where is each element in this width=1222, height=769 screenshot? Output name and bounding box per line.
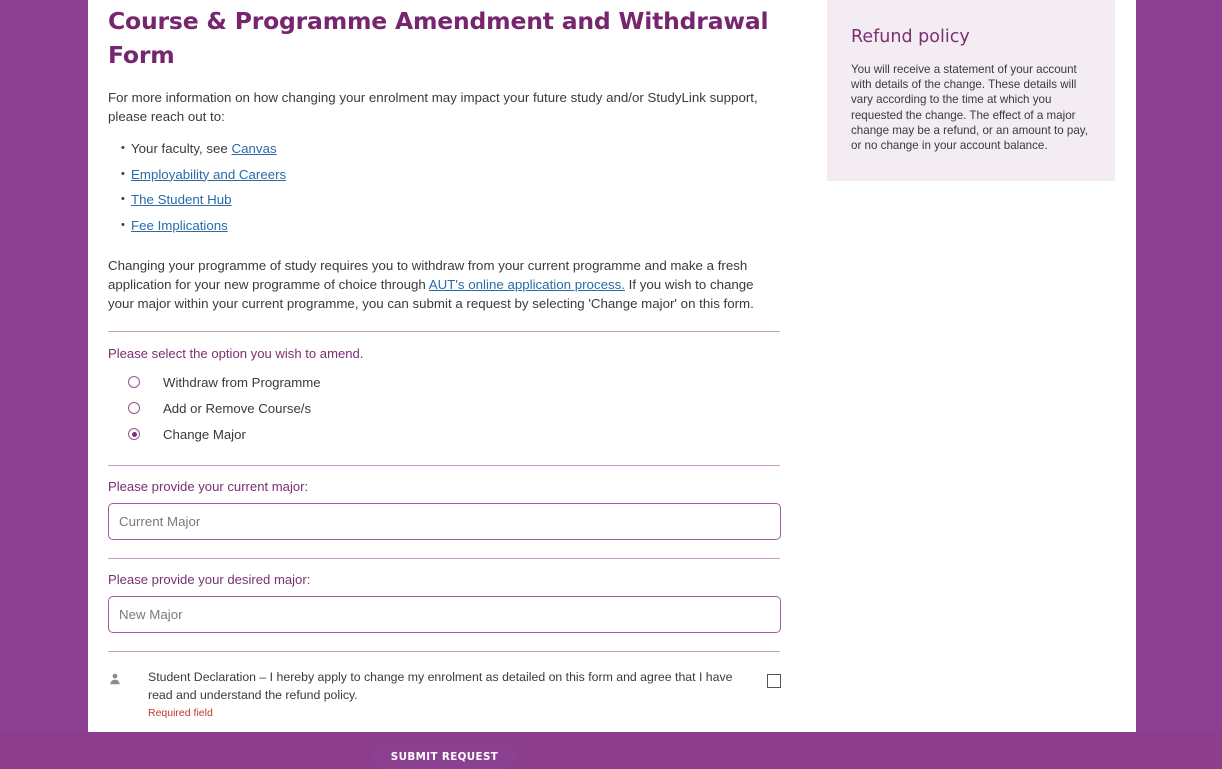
radio-option-withdraw-from-programme[interactable]	[128, 369, 783, 395]
link-prefix-text: Your faculty, see	[131, 141, 232, 156]
desired-major-label: Please provide your desired major:	[108, 572, 311, 587]
link-student-hub[interactable]: The Student Hub	[131, 192, 232, 207]
refund-policy-body: You will receive a statement of your account with details of the change. These details will vary according to the time at which you requested the change. The effect of a major change may be a refund, or an amount to pay, or no change in your account balance.	[851, 63, 1088, 153]
student-declaration-row	[108, 668, 781, 719]
link-employability-and-careers[interactable]: Employability and Careers	[131, 166, 287, 182]
radio-option-change-major[interactable]	[128, 421, 783, 447]
declaration-text-block	[128, 668, 767, 719]
list-item	[122, 136, 783, 162]
refund-policy-title: Refund policy	[851, 27, 970, 47]
paragraph-text-part-1: Changing your programme of study requires you to withdraw from your current programme and make a fresh application for your new programme of choice through	[108, 258, 748, 292]
current-major-input[interactable]	[108, 503, 781, 540]
list-item	[122, 187, 783, 213]
amend-option-radio-group[interactable]	[108, 369, 783, 447]
required-field-note: Required field	[148, 707, 213, 719]
list-item	[122, 162, 783, 188]
divider	[108, 651, 780, 652]
radio-button-selected[interactable]	[128, 428, 140, 440]
link-fee-implications[interactable]: Fee Implications	[131, 217, 228, 233]
radio-button[interactable]	[128, 376, 140, 388]
page-title: Course & Programme Amendment and Withdrawal Form	[108, 7, 769, 69]
divider	[108, 465, 780, 466]
form-content	[108, 0, 783, 769]
radio-button[interactable]	[128, 402, 140, 414]
list-item	[122, 213, 783, 239]
support-links-list	[108, 136, 783, 238]
paragraph-text-part-2: If you wish to change your major within your current programme, you can submit a request by selecting 'Change major' on this form.	[108, 277, 754, 311]
refund-policy-panel	[827, 0, 1115, 181]
current-major-label: Please provide your current major:	[108, 479, 309, 494]
person-icon	[108, 668, 128, 691]
declaration-checkbox[interactable]	[767, 674, 781, 688]
link-canvas[interactable]: Canvas	[231, 141, 277, 156]
desired-major-input[interactable]	[108, 596, 781, 633]
radio-option-add-or-remove-courses[interactable]	[128, 395, 783, 421]
programme-change-paragraph	[108, 256, 783, 313]
intro-paragraph: For more information on how changing your enrolment may impact your future study and/or StudyLink support, please reach out to:	[108, 90, 758, 124]
option-question-label: Please select the option you wish to amend.	[108, 346, 364, 361]
link-online-application-process[interactable]: AUT's online application process.	[428, 277, 625, 292]
radio-label: Add or Remove Course/s	[163, 400, 312, 416]
radio-label: Withdraw from Programme	[163, 374, 321, 390]
divider	[108, 331, 780, 332]
submit-request-button[interactable]: SUBMIT REQUEST	[371, 745, 518, 769]
radio-label: Change Major	[163, 426, 246, 442]
divider	[108, 558, 780, 559]
declaration-text: Student Declaration – I hereby apply to change my enrolment as detailed on this form and agree that I have read and understand the refund policy.	[148, 670, 733, 702]
submit-row	[108, 745, 781, 769]
